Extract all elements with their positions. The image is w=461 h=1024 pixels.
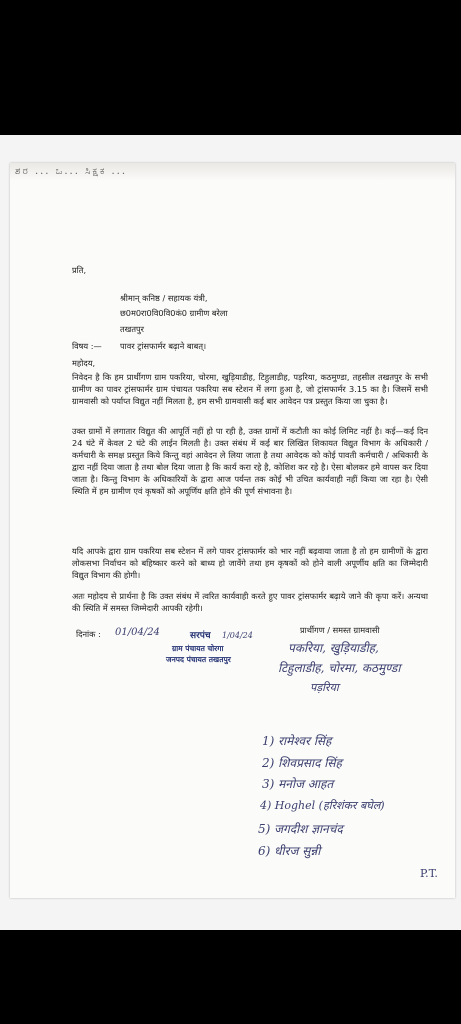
paragraph-2: उक्त ग्रामों में लगातार विद्युत की आपूर्ति नहीं हो पा रही है, उक्त ग्रामों में कटौती का कोई लिमिट नहीं है। कई—कई दिन 24 घंटे में केवल 2 घंटे की लाईन मिलती है। उक्त संबंध में कई बार लिखित शिकायत विद्युत विभाग के अधिकारी / कर्मचारी के समक्ष प्रस्तुत किये किन्तु वहां आवेदन ले लिया जाता है तथा आवेदक को कोई पावती कर्मचारी / अधिकारी के द्वारा नहीं दिया जाता है तथा बोल दिया जाता है कि कार्य करा रहे है, कोशिश कर रहे है। ऐसा बोलकर हमे वापस कर दिया जाता है। किन्तु विभाग के अधिकारियों के द्वारा आज पर्यन्त तक कोई भी उचित कार्यवाही नहीं किया जा रहा है। ऐसी स्थिति में हम ग्रामीण एवं कृषकों को अपूर्णिय क्षति होने की पूर्ण संभावना है। <box>72 426 428 496</box>
recipient-line-2: छ0म0रा0वि0वि0कं0 ग्रामीण बरेला <box>120 308 228 318</box>
stamp-line-2: जनपद पंचायत तखतपुर <box>166 655 231 664</box>
applicants-label: प्रार्थीगण / समस्त ग्रामवासी <box>300 625 380 635</box>
subject-text: पावर ट्रांसफार्मर बढ़ाने बाबत्। <box>120 341 207 351</box>
recipient-line-1: श्रीमान् कनिष्ठ / सहायक यंत्री, <box>120 293 208 303</box>
signatory-1: 1) रामेश्वर सिंह <box>262 734 332 748</box>
signatory-6: 6) धीरज सुन्नी <box>258 844 321 858</box>
signatory-5: 5) जगदीश ज्ञानचंद <box>258 822 343 836</box>
villages-line-3: पड़रिया <box>310 681 339 694</box>
subject-label: विषय :— <box>72 341 102 351</box>
signatory-4: 4) Hoghel (हरिशंकर बघेल) <box>260 799 385 812</box>
villages-line-1: पकरिया, खुड़ियाडीह, <box>288 641 379 655</box>
recipient-line-3: तखतपुर <box>120 324 145 334</box>
pt-mark: P.T. <box>420 867 438 880</box>
signatory-3: 3) मनोज आहत <box>262 777 334 791</box>
salutation: महोदय, <box>72 358 96 368</box>
top-handwriting: ಶರ ... ಒ... ಸಿಕ್ಷಕ ... <box>15 166 128 177</box>
paragraph-4: अतः महोदय से प्रार्थना है कि उक्त संबंध में त्वरित कार्यवाही करते हुए पावर ट्रांसफार्मर बढ़ाये जाने की कृपा करें। अन्यथा की स्थिति में समस्त जिम्मेदारी आपकी रहेगी। <box>72 591 428 613</box>
prati-label: प्रति, <box>72 265 87 275</box>
villages-line-2: टिहुलाडीह, चोरमा, कठमुण्डा <box>278 661 401 675</box>
paragraph-3: यदि आपके द्वारा ग्राम पकरिया सब स्टेशन में लगे पावर ट्रांसफार्मर को भार नहीं बढ़वाया जाता है तो हम ग्रामीणों के द्वारा लोकसभा निर्वाचन को बहिष्कार करने को बाध्य हो जावेंगे तथा हम कृषकों को होने वाली अपूर्णीय क्षति का जिम्मेदारी विद्युत विभाग की होगी। <box>72 546 428 580</box>
sarpanch-title: सरपंच <box>190 631 211 641</box>
sarpanch-signature-date: 1/04/24 <box>222 631 253 640</box>
signatory-2: 2) शिवप्रसाद सिंह <box>262 756 342 770</box>
stamp-line-1: ग्राम पंचायत चोरगा <box>172 644 224 653</box>
date-label: दिनांक : <box>76 629 101 639</box>
paragraph-1: निवेदन है कि हम प्रार्थीगण ग्राम पकरिया, चोरमा, खुड़ियाडीह, टिहुलाडीह, पड़रिया, कठमुण्डा, तहसील तखतपुर के सभी ग्रामीण का पावर ट्रांसफार्मर ग्राम पंचायत पकरिया सब स्टेशन में लगा हुआ है, जो ट्रांसफार्मर 3.15 का है। जिसमें सभी ग्रामवासी को पर्याप्त विद्युत नहीं मिलता है, हम सभी ग्रामवासी कई बार आवेदन पत्र प्रस्तुत किया जा चुका है। <box>72 372 428 406</box>
date-value: 01/04/24 <box>115 627 160 638</box>
